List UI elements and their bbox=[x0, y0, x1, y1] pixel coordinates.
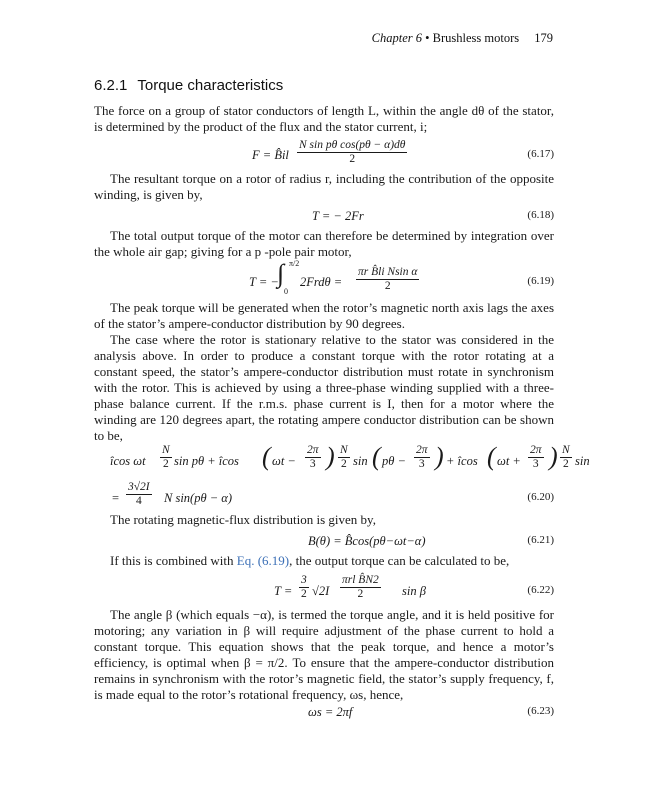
eq619-upper-limit: π/2 bbox=[289, 259, 300, 268]
eq620-f6d: 2 bbox=[562, 458, 569, 470]
eq620-term8: sin bbox=[575, 454, 590, 468]
para7-post: , the output torque can be calculated to be, bbox=[289, 553, 510, 568]
eq622-f1n: 3 bbox=[301, 574, 307, 586]
paragraph-total-torque: The total output torque of the motor can therefore be determined by integration over the whole air gap; giving for a p -pole pair motor, bbox=[94, 228, 554, 259]
section-title: Torque characteristics bbox=[137, 77, 284, 94]
eq617-denominator: 2 bbox=[349, 153, 356, 165]
paragraph-combined bbox=[94, 553, 554, 569]
eq619-integrand: 2Frdθ = bbox=[300, 275, 343, 289]
paragraph-force: The force on a group of stator conductors of length L, within the angle dθ of the stator, is determined by the product of the flux and the stator current, i; bbox=[94, 103, 554, 134]
eq620-equals: = bbox=[112, 491, 120, 505]
eq620-f4n: 2π bbox=[416, 444, 428, 456]
paragraph-torque-angle: The angle β (which equals −α), is termed the torque angle, and it is held positive for motoring; any variation in β will require adjustment of the phase current to hold a constant torque. This equation shows that the peak torque, and hence a motor’s efficiency, is optimal when β = π/2. To ensure that the ampere-conductor distribution remains in synchronism with the rotor’s magnetic field, the stator’s supply frequency, f, is made equal to the rotor’s rotational frequency, ωs, hence, bbox=[94, 607, 554, 702]
eq622-number: (6.22) bbox=[527, 584, 554, 596]
eq620-frac5 bbox=[528, 444, 544, 471]
eq620-paren-close-3: ) bbox=[549, 442, 558, 471]
eq617-number: (6.17) bbox=[527, 148, 554, 160]
eq620-f3n: N bbox=[340, 444, 348, 456]
eq620-frac2 bbox=[305, 444, 321, 471]
eq620-term7: ωt + bbox=[497, 454, 521, 468]
paragraph-resultant-torque: The resultant torque on a rotor of radius r, including the contribution of the opposite winding, is given by, bbox=[94, 171, 554, 202]
eq620-term1: îcos ωt bbox=[110, 454, 146, 468]
paragraph-flux-distribution: The rotating magnetic-flux distribution is given by, bbox=[110, 512, 376, 527]
eq-6-19-link[interactable]: Eq. (6.19) bbox=[236, 553, 290, 568]
eq622-mid: √2I bbox=[312, 584, 330, 598]
eq620-paren-close-1: ) bbox=[326, 442, 335, 471]
eq623-number: (6.23) bbox=[527, 705, 554, 717]
eq620-line2-num: 3√2I bbox=[128, 481, 150, 493]
eq622-f2d: 2 bbox=[357, 588, 364, 600]
eq620-paren-close-2: ) bbox=[435, 442, 444, 471]
eq617-numerator: N sin pθ cos(pθ − α)dθ bbox=[299, 139, 406, 151]
eq620-frac3 bbox=[338, 444, 350, 471]
equation-6-17 bbox=[94, 139, 554, 169]
eq618-number: (6.18) bbox=[527, 209, 554, 221]
eq620-frac6 bbox=[560, 444, 572, 471]
eq620-term2: sin pθ + îcos bbox=[174, 454, 239, 468]
equation-6-18 bbox=[94, 209, 554, 227]
eq620-frac1 bbox=[160, 444, 172, 471]
equation-6-23 bbox=[94, 705, 554, 723]
header-bullet: • bbox=[425, 31, 430, 45]
equation-6-20-line1-end bbox=[560, 440, 640, 480]
eq623-expr: ωs = 2πf bbox=[308, 705, 353, 719]
chapter-title: Brushless motors bbox=[432, 31, 520, 45]
eq620-f5n: 2π bbox=[530, 444, 542, 456]
eq620-paren-open-1: ( bbox=[262, 442, 271, 471]
equation-6-22 bbox=[94, 574, 554, 606]
eq620-paren-open-2: ( bbox=[372, 442, 381, 471]
eq620-f4d: 3 bbox=[418, 458, 425, 470]
page-number: 179 bbox=[534, 31, 553, 45]
eq620-paren-open-3: ( bbox=[487, 442, 496, 471]
eq621-number: (6.21) bbox=[527, 534, 554, 546]
eq622-lhs: T = bbox=[274, 584, 293, 598]
section-heading bbox=[94, 77, 283, 94]
paragraph-rotating-case: The case where the rotor is stationary relative to the stator was considered in the analysis above. In order to produce a constant torque with the rotor rotating at a constant speed, the stator’s ampere-conductor distribution must rotate in synchronism with the rotor. This is achieved by using a three-phase winding supplied with a three-phase balance current. If the r.m.s. phase current is I, then for a motor where the winding are 120 degrees apart, the rotating ampere conductor distribution can be shown to be, bbox=[94, 332, 554, 443]
eq620-f1d: 2 bbox=[162, 458, 169, 470]
eq620-f6n: N bbox=[562, 444, 570, 456]
equation-6-20-line1 bbox=[94, 440, 558, 480]
eq620-f1n: N bbox=[162, 444, 170, 456]
eq622-f2n: πrl B̂N2 bbox=[342, 574, 379, 586]
eq620-term4: sin bbox=[353, 454, 368, 468]
equation-6-20-line2 bbox=[94, 481, 554, 513]
eq621-expr: B(θ) = B̂cos(pθ−ωt−α) bbox=[308, 534, 426, 548]
eq619-lhs: T = − bbox=[249, 275, 279, 289]
eq619-number: (6.19) bbox=[527, 275, 554, 287]
eq620-frac4 bbox=[414, 444, 430, 471]
eq619-denominator: 2 bbox=[384, 280, 391, 292]
eq622-f1d: 2 bbox=[301, 588, 307, 600]
eq620-term6: + îcos bbox=[446, 454, 478, 468]
eq620-term5: pθ − bbox=[382, 454, 406, 468]
eq617-fraction bbox=[297, 139, 407, 166]
eq619-integral-sign: ∫ bbox=[277, 259, 285, 288]
eq620-f5d: 3 bbox=[532, 458, 539, 470]
chapter-label: Chapter 6 bbox=[371, 31, 423, 45]
eq620-term3: ωt − bbox=[272, 454, 296, 468]
equation-6-19 bbox=[94, 259, 554, 299]
eq622-frac2 bbox=[340, 574, 381, 601]
eq620-number: (6.20) bbox=[527, 491, 554, 503]
para7-pre: If this is combined with bbox=[110, 553, 237, 568]
paragraph-peak-torque: The peak torque will be generated when the rotor’s magnetic north axis lags the axes of the stator’s ampere-conductor distribution by 90 degrees. bbox=[94, 300, 554, 331]
section-number: 6.2.1 bbox=[94, 77, 128, 94]
eq620-f2n: 2π bbox=[307, 444, 319, 456]
running-header bbox=[372, 31, 553, 46]
eq617-lhs: F = B̂il bbox=[252, 148, 289, 162]
eq620-line2-frac bbox=[126, 481, 152, 508]
eq620-line2-den: 4 bbox=[135, 495, 142, 507]
eq619-fraction bbox=[356, 266, 419, 293]
eq622-frac1 bbox=[299, 574, 309, 601]
eq620-line2-rest: N sin(pθ − α) bbox=[164, 491, 233, 505]
eq619-lower-limit: 0 bbox=[284, 287, 288, 296]
eq622-rest: sin β bbox=[402, 584, 426, 598]
eq619-numerator: πr B̂li Nsin α bbox=[358, 266, 418, 278]
eq620-f3d: 2 bbox=[340, 458, 347, 470]
eq620-f2d: 3 bbox=[309, 458, 316, 470]
equation-6-21 bbox=[94, 534, 554, 552]
eq618-expr: T = − 2Fr bbox=[312, 209, 364, 223]
